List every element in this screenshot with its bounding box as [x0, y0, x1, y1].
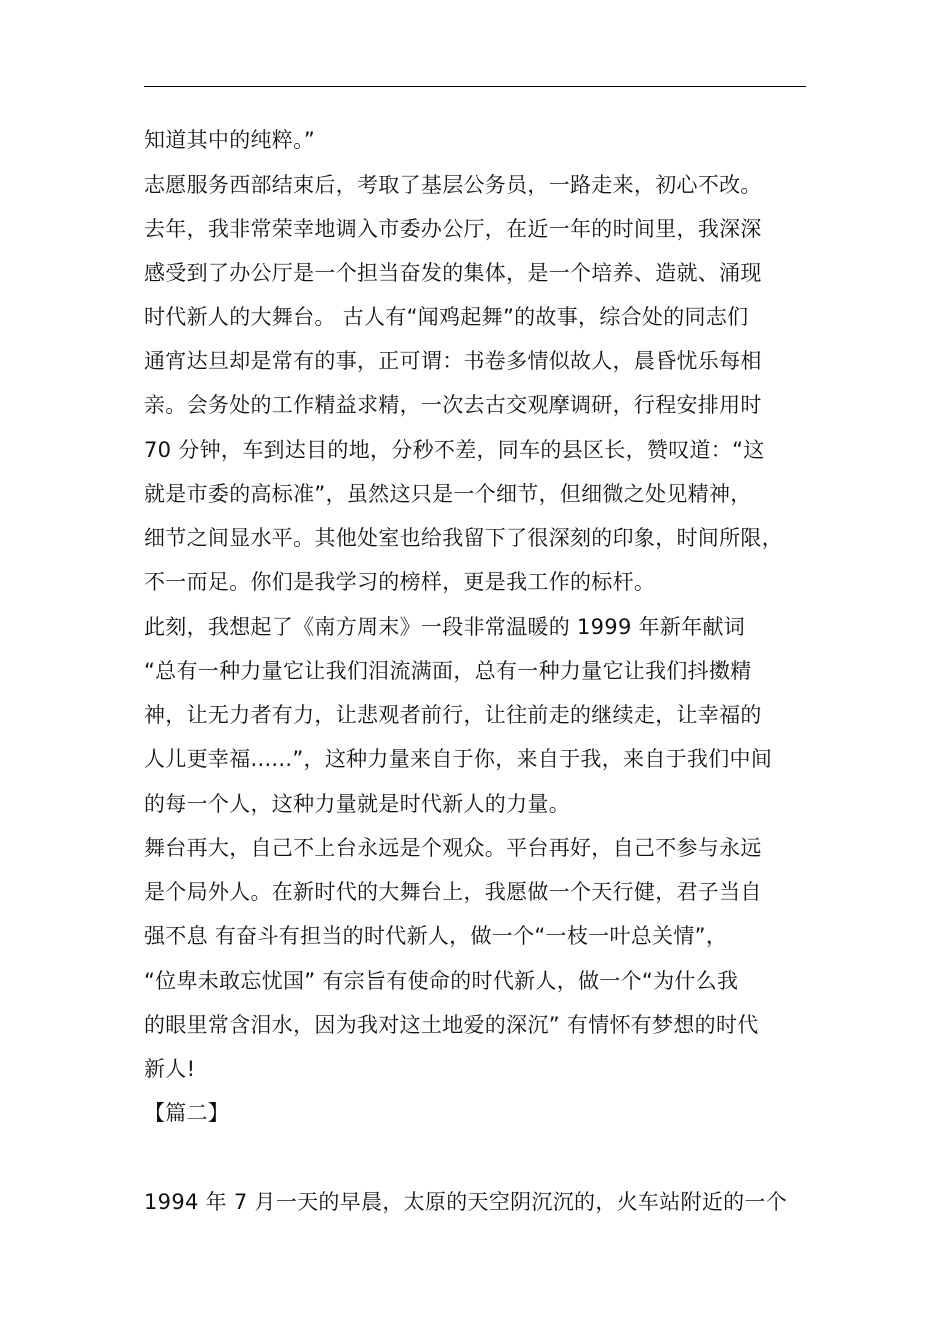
text-line: 新人!	[144, 1057, 196, 1081]
text-line: 就是市委的高标准”，虽然这只是一个细节，但细微之处见精神，	[144, 482, 752, 506]
text-line: 此刻，我想起了《南方周末》一段非常温暖的 1999 年新年献词	[144, 615, 746, 639]
text-line: 人儿更幸福......”，这种力量来自于你，来自于我，来自于我们中间	[144, 747, 773, 771]
text-line: “位卑未敢忘忧国” 有宗旨有使命的时代新人，做一个“为什么我	[144, 969, 739, 993]
text-line: 的眼里常含泪水，因为我对这土地爱的深沉” 有情怀有梦想的时代	[144, 1013, 759, 1037]
text-line: 的每一个人，这种力量就是时代新人的力量。	[144, 792, 570, 816]
text-line: 通宵达旦却是常有的事，正可谓：书卷多情似故人，晨昏忧乐每相	[144, 349, 762, 373]
text-line: 强不息 有奋斗有担当的时代新人，做一个“一枝一叶总关情”，	[144, 924, 728, 948]
text-line: 70 分钟，车到达目的地，分秒不差，同车的县区长，赞叹道：“这	[144, 438, 765, 462]
text-line: 志愿服务西部结束后，考取了基层公务员，一路走来，初心不改。	[144, 173, 762, 197]
text-line: 去年，我非常荣幸地调入市委办公厅，在近一年的时间里，我深深	[144, 217, 762, 241]
text-line: “总有一种力量它让我们泪流满面，总有一种力量它让我们抖擞精	[144, 659, 752, 683]
text-line: 知道其中的纯粹。”	[144, 128, 316, 152]
text-line: 时代新人的大舞台。 古人有“闻鸡起舞”的故事，综合处的同志们	[144, 305, 749, 329]
text-line: 细节之间显水平。其他处室也给我留下了很深刻的印象，时间所限，	[144, 526, 783, 550]
text-line: 不一而足。你们是我学习的榜样，更是我工作的标杆。	[144, 570, 656, 594]
text-line: 神，让无力者有力，让悲观者前行，让往前走的继续走，让幸福的	[144, 703, 762, 727]
text-line: 亲。会务处的工作精益求精，一次去古交观摩调研，行程安排用时	[144, 393, 762, 417]
text-line: 1994 年 7 月一天的早晨，太原的天空阴沉沉的，火车站附近的一个	[144, 1190, 788, 1214]
text-line: 是个局外人。在新时代的大舞台上，我愿做一个天行健，君子当自	[144, 880, 762, 904]
text-line: 舞台再大，自己不上台永远是个观众。平台再好，自己不参与永远	[144, 836, 762, 860]
text-line: 感受到了办公厅是一个担当奋发的集体，是一个培养、造就、涌现	[144, 261, 762, 285]
section-heading: 【篇二】	[144, 1101, 230, 1125]
header-rule	[144, 86, 806, 87]
